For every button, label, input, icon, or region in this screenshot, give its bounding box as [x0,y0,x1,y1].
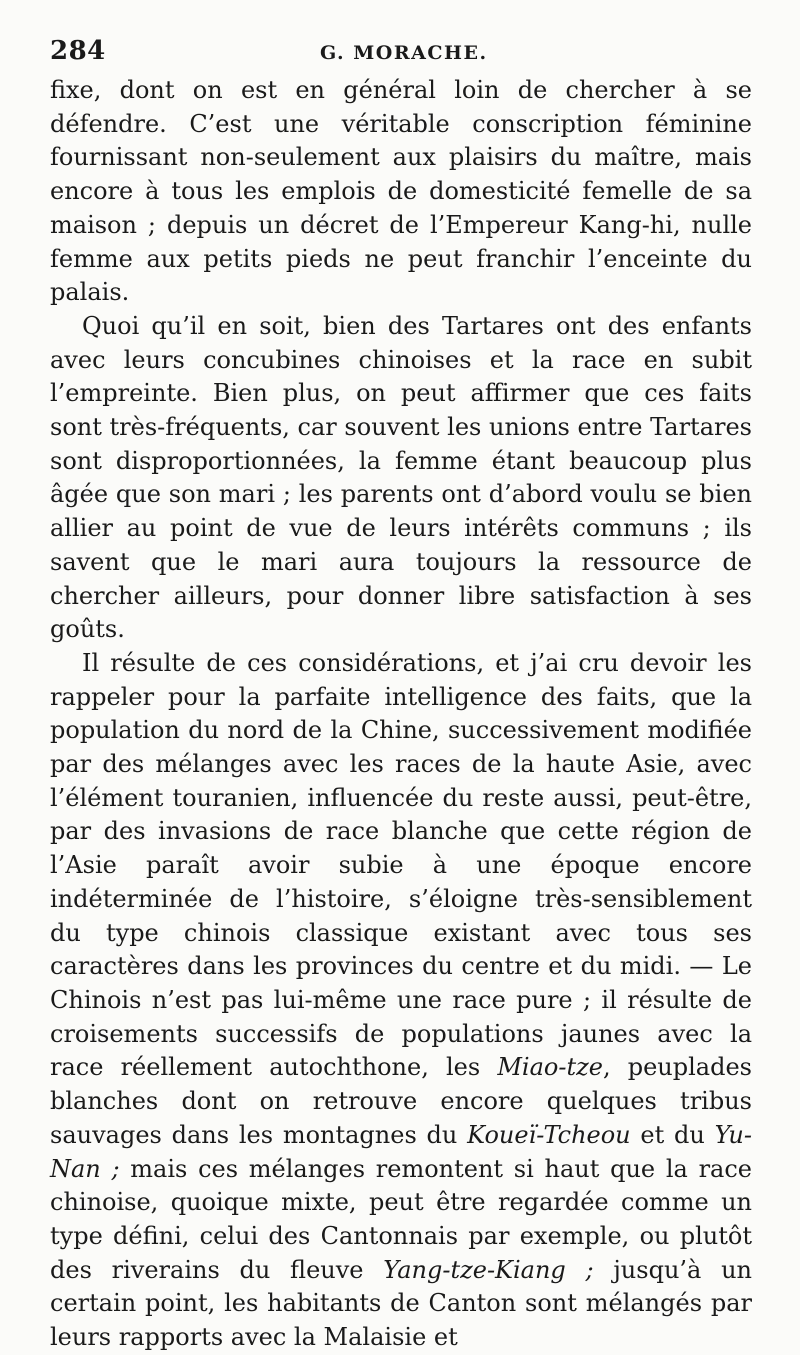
italic-term: Koueï-Tcheou [467,1120,631,1149]
text-segment: et du [630,1120,715,1149]
paragraph-2 [50,310,752,647]
paragraph-3 [50,647,752,1355]
page-header [50,28,752,74]
text-segment: Il résulte de ces considérations, et j’ai cru devoir les rappeler pour la parfaite intelligence des faits, que la population du nord de la Chine, successivement modifiée par des mélanges avec les races de la haute Asie, avec l’élément touranien, influencée du reste aussi, peut-être, par des invasions de race blanche que cette région de l’Asie paraît avoir subie à une époque encore indéterminée de l’histoire, s’éloigne très-sensiblement du type chinois classique existant avec tous ses caractères dans les provinces du centre et du midi. — Le Chinois n’est pas lui-même une race pure ; il résulte de croisements successifs de populations jaunes avec la race réellement autochthone, les [50,648,752,1082]
body-text [50,74,752,1355]
page-number: 284 [50,36,106,66]
text-segment: fixe, dont on est en général loin de chercher à se défendre. C’est une véritable conscription féminine fournissant non-seulement aux plaisirs du maître, mais encore à tous les emplois de domesticité femelle de sa maison ; depuis un décret de l’Empereur Kang-hi, nulle femme aux petits pieds ne peut franchir l’enceinte du palais. [50,76,752,307]
italic-term: Miao-tze [497,1053,603,1082]
text-segment: , peuplades blanches dont on retrouve encore quelques tribus sauvages dans les montagnes du [50,1053,752,1149]
text-segment: jusqu’à un certain point, les habitants de Canton sont mélangés par leurs rapports avec la Malaisie et [50,1255,752,1352]
running-head: G. MORACHE. [320,42,488,64]
text-segment: Quoi qu’il en soit, bien des Tartares ont des enfants avec leurs concubines chinoises et la race en subit l’empreinte. Bien plus, on peut affirmer que ces faits sont très-fréquents, car souvent les unions entre Tartares sont disproportionnées, la femme étant beaucoup plus âgée que son mari ; les parents ont d’abord voulu se bien allier au point de vue de leurs intérêts communs ; ils savent que le mari aura toujours la ressource de chercher ailleurs, pour donner libre satisfaction à ses goûts. [50,311,752,644]
italic-term: Yang-tze-Kiang ; [383,1255,594,1284]
paragraph-1 [50,74,752,310]
text-segment: mais ces mélanges remontent si haut que la race chinoise, quoique mixte, peut être regardée comme un type défini, celui des Cantonnais par exemple, ou plutôt des riverains du fleuve [50,1154,752,1284]
italic-term: Yu-Nan ; [50,1120,752,1183]
